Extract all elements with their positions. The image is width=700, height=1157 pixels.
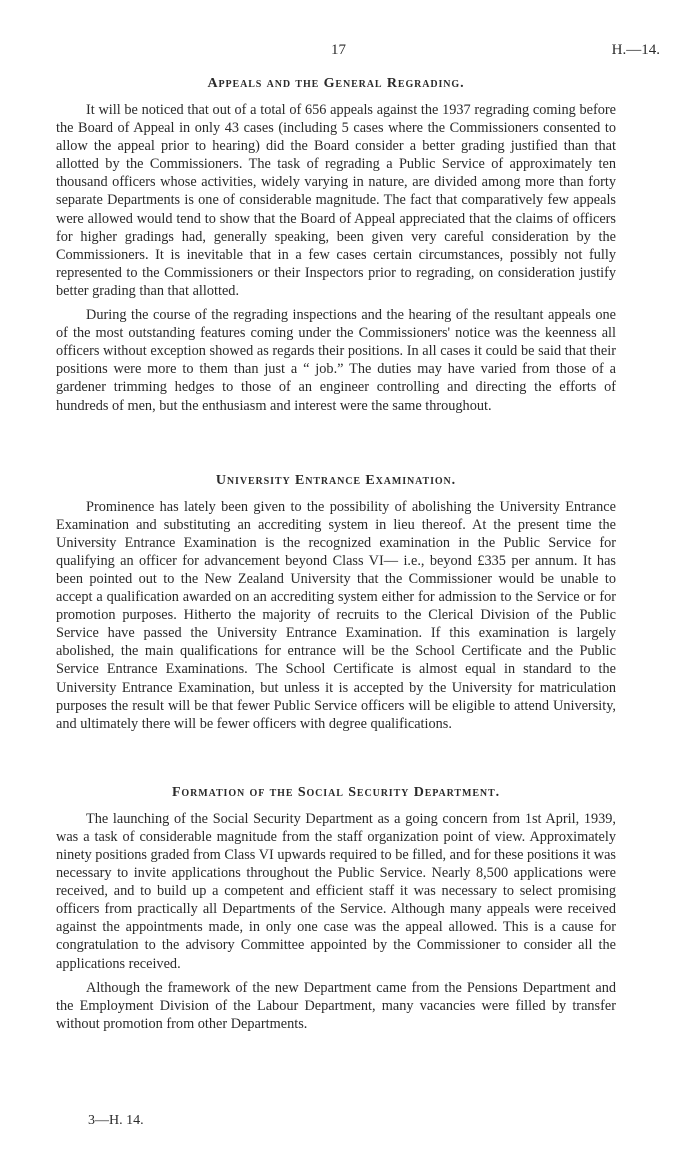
paragraph: The launching of the Social Security Department as a going concern from 1st April, 1939, was a task of considerable magnitude from the staff organization point of view. Approximately ninety positions graded from Class VI upwards required to be filled, and for these positions it was necessary to invite applications throughout the Public Service. Nearly 8,500 applications were received, and to build up a competent and efficient staff it was necessary to select promising officers from practically all Departments of the Service. Although many appeals were received against the appointments made, in only one case was the appeal allowed. This is a cause for congratulation to the advisory Committee appointed by the Commissioner to consider all the applications received. [56, 810, 616, 972]
section-social-security [56, 785, 616, 1033]
section-spacer [56, 421, 616, 473]
paragraph: It will be noticed that out of a total of 656 appeals against the 1937 regrading coming before the Board of Appeal in only 43 cases (including 5 cases where the Commissioners consented to allow the appeal prior to hearing) did the Board consider a better grading justified than that allotted by the Commissioners. The task of regrading a Public Service of approximately ten thousand officers whose activities, widely varying in nature, are divided among more than forty separate Departments is one of considerable magnitude. The fact that comparatively few appeals were allowed would tend to show that the Board of Appeal appreciated that the claims of officers for higher gradings had, generally speaking, been given very careful consideration by the Commissioners. It is inevitable that in a few cases certain circumstances, possibly not fully represented to the Commissioners or their Inspectors prior to regrading, on consideration justify better grading than that allotted. [56, 102, 616, 299]
document-body [56, 76, 616, 1039]
section-heading: University Entrance Examination. [215, 472, 457, 488]
section-spacer [56, 739, 616, 785]
paragraph: Although the framework of the new Department came from the Pensions Department and the Employment Division of the Labour Department, many vacancies were filled by transfer without promotion from other Departments. [56, 979, 616, 1032]
paragraph: During the course of the regrading inspections and the hearing of the resultant appeals one of the most outstanding features coming under the Commissioners' notice was the keenness all officers without exception showed as regards their positions. In all cases it could be said that their positions were more to them than just a “ job.” The duties may have varied from those of a gardener trimming hedges to those of an engineer controlling and directing the efforts of hundreds of men, but the enthusiasm and interest were the same throughout. [56, 307, 616, 414]
page-number: 17 [331, 42, 346, 58]
section-heading: Formation of the Social Security Department. [171, 784, 501, 800]
page-header [0, 42, 700, 62]
section-heading: Appeals and the General Regrading. [207, 76, 465, 91]
document-reference: H.—14. [611, 42, 660, 58]
signature-mark: 3—H. 14. [88, 1113, 144, 1128]
paragraph: Prominence has lately been given to the possibility of abolishing the University Entrance Examination and substituting an accrediting system in lieu thereof. At the present time the University Entrance Examination is the recognized examination in the Public Service for qualifying an officer for advancement beyond Class VI— i.e., beyond £335 per annum. It has been pointed out to the New Zealand University that the Commissioner would be unable to accept a qualification awarded on an accrediting system either for admission to the Service or for promotion purposes. Hitherto the majority of recruits to the Clerical Division of the Public Service have passed the University Entrance Examination. If this examination is largely abolished, the main qualifications for entrance will be the School Certificate and the Public Service Entrance Examinations. The School Certificate is almost equal in standard to the University Entrance Examination, but unless it is accepted by the University for matriculation purposes the result will be that fewer Public Service officers will be eligible to attend University, and ultimately there will be fewer officers with degree qualifications. [56, 498, 616, 732]
section-appeals-regrading [56, 76, 616, 415]
section-university-entrance [56, 473, 616, 733]
